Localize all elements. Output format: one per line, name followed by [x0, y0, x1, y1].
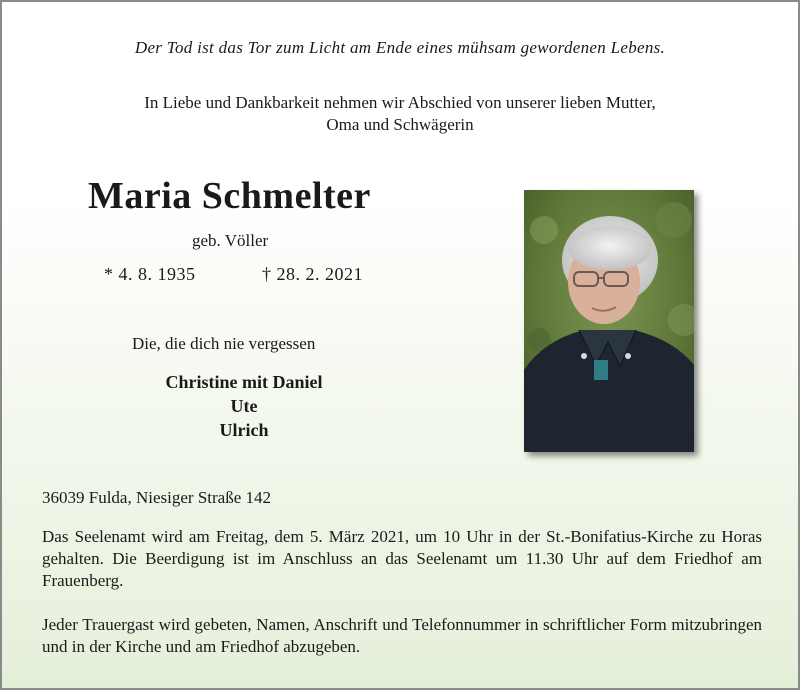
intro-line-2: Oma und Schwägerin	[326, 115, 474, 134]
guest-instructions: Jeder Trauergast wird gebeten, Namen, Anschrift und Telefonnummer in schriftlicher Form mitzubringen und in der Kirche und am Friedhof abzugeben.	[42, 615, 762, 656]
intro-text	[2, 92, 798, 136]
mourners-intro: Die, die dich nie vergessen	[132, 334, 316, 353]
motto-quote: Der Tod ist das Tor zum Licht am Ende eines mühsam gewordenen Lebens.	[134, 38, 666, 57]
intro-line-1: In Liebe und Dankbarkeit nehmen wir Abschied von unserer lieben Mutter,	[144, 93, 656, 112]
portrait-photo	[524, 190, 694, 452]
birth-name: geb. Völler	[192, 231, 269, 250]
mourner-name: Ulrich	[219, 420, 269, 440]
death-date: † 28. 2. 2021	[262, 264, 363, 284]
service-details: Das Seelenamt wird am Freitag, dem 5. März 2021, um 10 Uhr in der St.-Bonifatius-Kirche zu Horas gehalten. Die Beerdigung ist im Anschluss an das Seelenamt um 11.30 Uhr auf dem Friedhof am Frauenberg.	[42, 527, 762, 590]
mourner-name: Christine mit Daniel	[165, 372, 323, 392]
birth-date: * 4. 8. 1935	[104, 264, 196, 284]
address: 36039 Fulda, Niesiger Straße 142	[42, 488, 271, 507]
deceased-name: Maria Schmelter	[88, 175, 371, 217]
portrait-illustration	[524, 190, 694, 452]
mourner-name: Ute	[230, 396, 258, 416]
mourners-list	[112, 370, 376, 442]
